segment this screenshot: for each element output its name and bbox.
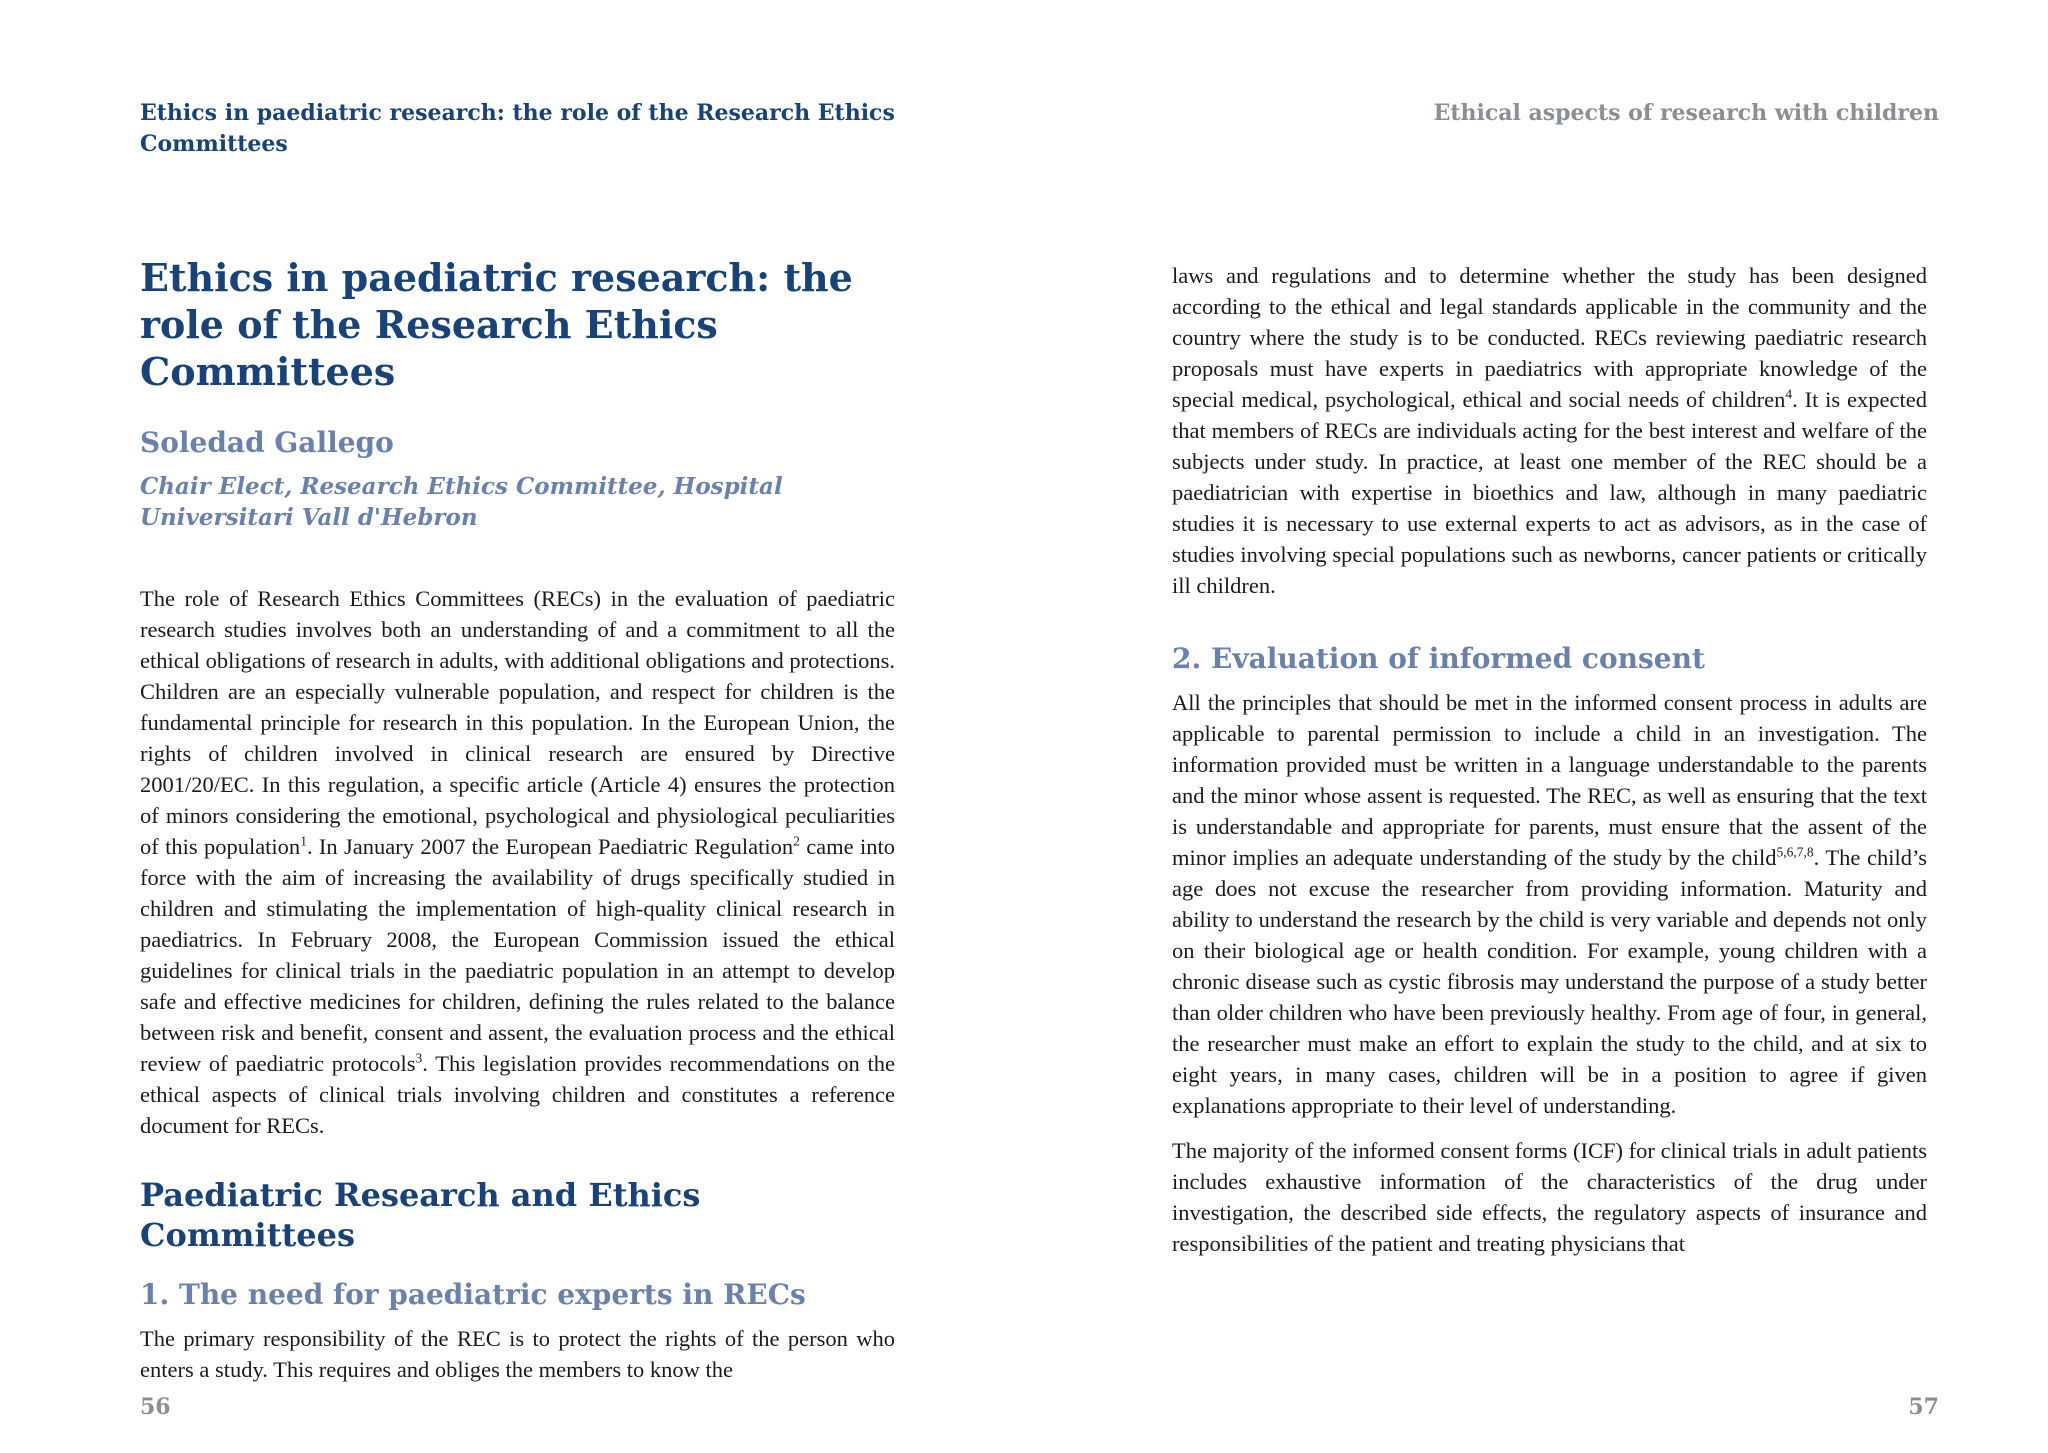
author-affiliation: Chair Elect, Research Ethics Committee, Hospital Universitari Vall d'Hebron: [140, 473, 783, 531]
subsection-title-paediatric-experts: 1. The need for paediatric experts in RECs: [140, 1278, 806, 1311]
page-number: 56: [140, 1394, 171, 1420]
article-title: Ethics in paediatric research: the role of the Research Ethics Committees: [140, 255, 853, 394]
left-column: [140, 254, 895, 1399]
body-paragraph: The majority of the informed consent forms (ICF) for clinical trials in adult patients includes exhaustive information of the characteristics of the drug under investigation, the described side effects, the regulatory aspects of insurance and responsibilities of the patient and treating physicians that: [1172, 1138, 1927, 1256]
right-page: [1024, 0, 2048, 1453]
intro-paragraph: The role of Research Ethics Committees (RECs) in the evaluation of paediatric research studies involves both an understanding of and a commitment to all the ethical obligations of research in adults, with additional obligations and protections. Children are an especially vulnerable population, and respect for children is the fundamental principle for research in this population. In the European Union, the rights of children involved in clinical research are ensured by Directive 2001/20/EC. In this regulation, a specific article (Article 4) ensures the protection of minors considering the emotional, psychological and physiological peculiarities of this population$^1$. In January 2007 the European Paediatric Regulation$^2$ came into force with the aim of increasing the availability of drugs specifically studied in children and stimulating the implementation of high-quality clinical research in paediatrics. In February 2008, the European Commission issued the ethical guidelines for clinical trials in the paediatric population in an attempt to develop safe and effective medicines for children, defining the rules related to the balance between risk and benefit, consent and assent, the evaluation process and the ethical review of paediatric protocols$^3$. This legislation provides recommendations on the ethical aspects of clinical trials involving children and constitutes a reference document for RECs.: [140, 586, 895, 1138]
right-column: [1172, 260, 1927, 1273]
subsection-title-informed-consent: 2. Evaluation of informed consent: [1172, 642, 1705, 675]
running-head: Ethical aspects of research with children: [1433, 100, 1939, 126]
body-paragraph: All the principles that should be met in the informed consent process in adults are applicable to parental permission to include a child in an investigation. The information provided must be written in a language understandable to the parents and the minor whose assent is requested. The REC, as well as ensuring that the text is understandable and appropriate for parents, must ensure that the assent of the minor implies an adequate understanding of the study by the child$^{5,6,7,8}$. The child’s age does not excuse the researcher from providing information. Maturity and ability to understand the research by the child is very variable and depends not only on their biological age or health condition. For example, young children with a chronic disease such as cystic fibrosis may understand the purpose of a study better than older children who have been previously healthy. From age of four, in general, the researcher must make an effort to explain the study to the child, and at six to eight years, in many cases, children will be in a position to agree if given explanations appropriate to their level of understanding.: [1172, 690, 1927, 1118]
footnote-ref[interactable]: 1: [300, 833, 307, 849]
running-head: Ethics in paediatric research: the role of the Research Ethics Committees: [140, 100, 895, 157]
body-paragraph: The primary responsibility of the REC is to protect the rights of the person who enters a study. This requires and obliges the members to know the: [140, 1326, 895, 1382]
footnote-ref[interactable]: 5,6,7,8: [1776, 844, 1814, 860]
section-title: Paediatric Research and Ethics Committees: [140, 1176, 701, 1254]
footnote-ref[interactable]: 4: [1785, 386, 1793, 402]
footnote-ref[interactable]: 2: [793, 833, 800, 849]
continued-paragraph: laws and regulations and to determine whether the study has been designed according to the ethical and legal standards applicable in the community and the country where the study is to be conducted. RECs reviewing paediatric research proposals must have experts in paediatrics with appropriate knowledge of the special medical, psychological, ethical and social needs of children$^4$. It is expected that members of RECs are individuals acting for the best interest and welfare of the subjects under study. In practice, at least one member of the REC should be a paediatrician with expertise in bioethics and law, although in many paediatric studies it is necessary to use external experts to act as advisors, as in the case of studies involving special populations such as newborns, cancer patients or critically ill children.: [1172, 263, 1927, 598]
author-name: Soledad Gallego: [140, 426, 394, 459]
page-number: 57: [1908, 1394, 1939, 1420]
footnote-ref[interactable]: 3: [415, 1050, 423, 1066]
